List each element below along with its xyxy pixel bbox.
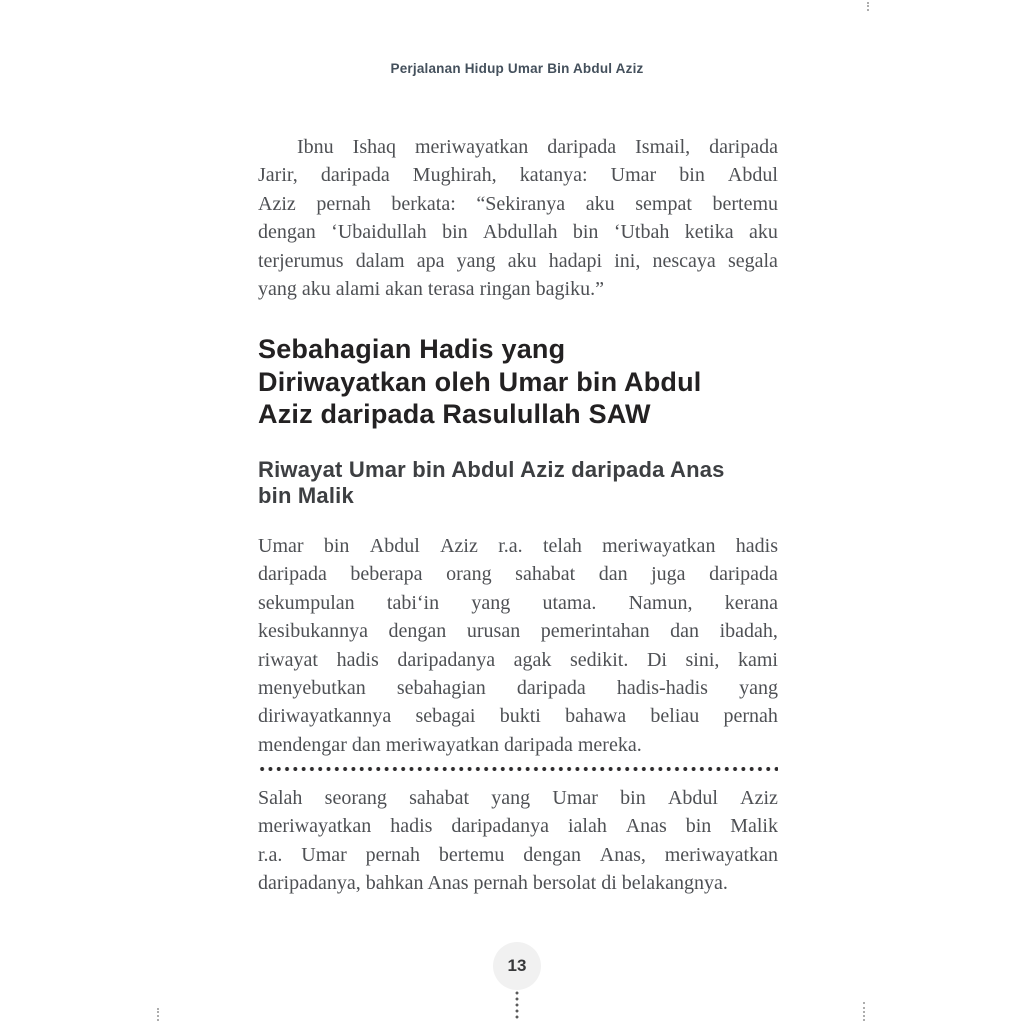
page-number-badge [493, 942, 541, 990]
section-heading: Sebahagian Hadis yang Diriwayatkan oleh Umar bin Abdul Aziz daripada Rasulullah SAW [258, 334, 702, 429]
paragraph-narration: Ibnu Ishaq meriwayatkan daripada Ismail, daripada Jarir, daripada Mughirah, katanya: Umar bin Abdul Aziz pernah berkata: “Sekiranya aku sempat bertemu dengan ‘Ubaidullah bin Abdullah bin ‘Utbah ketika aku terjerumus dalam apa yang aku hadapi ini, nescaya segala yang aku alami akan terasa ringan bagiku.” [258, 136, 778, 300]
corner-mark-bottom-right [863, 1002, 865, 1021]
corner-mark-bottom-left [157, 1008, 159, 1021]
corner-mark-top-right [867, 2, 869, 11]
paragraph-anas: Salah seorang sahabat yang Umar bin Abdul Aziz meriwayatkan hadis daripadanya ialah Anas bin Malik r.a. Umar pernah bertemu dengan Anas, meriwayatkan daripadanya, bahkan Anas pernah bersolat di belakangnya. [258, 787, 778, 895]
footer-dotted-line [514, 990, 520, 1020]
page-number: 13 [507, 956, 527, 975]
paragraph-hadis-intro: Umar bin Abdul Aziz r.a. telah meriwayatkan hadis daripada beberapa orang sahabat dan juga daripada sekumpulan tabi‘in yang utama. Namun, kerana kesibukannya dengan urusan pemerintahan dan ibadah, riwayat hadis daripadanya agak sedikit. Di sini, kami menyebutkan sebahagian daripada hadis-hadis yang diriwayatkannya sebagai bukti bahawa beliau pernah mendengar dan meriwayatkan daripada mereka. [258, 535, 778, 756]
subsection-heading: Riwayat Umar bin Abdul Aziz daripada Anas bin Malik [258, 457, 725, 508]
dotted-separator [258, 764, 778, 774]
running-header: Perjalanan Hidup Umar Bin Abdul Aziz [390, 61, 644, 76]
